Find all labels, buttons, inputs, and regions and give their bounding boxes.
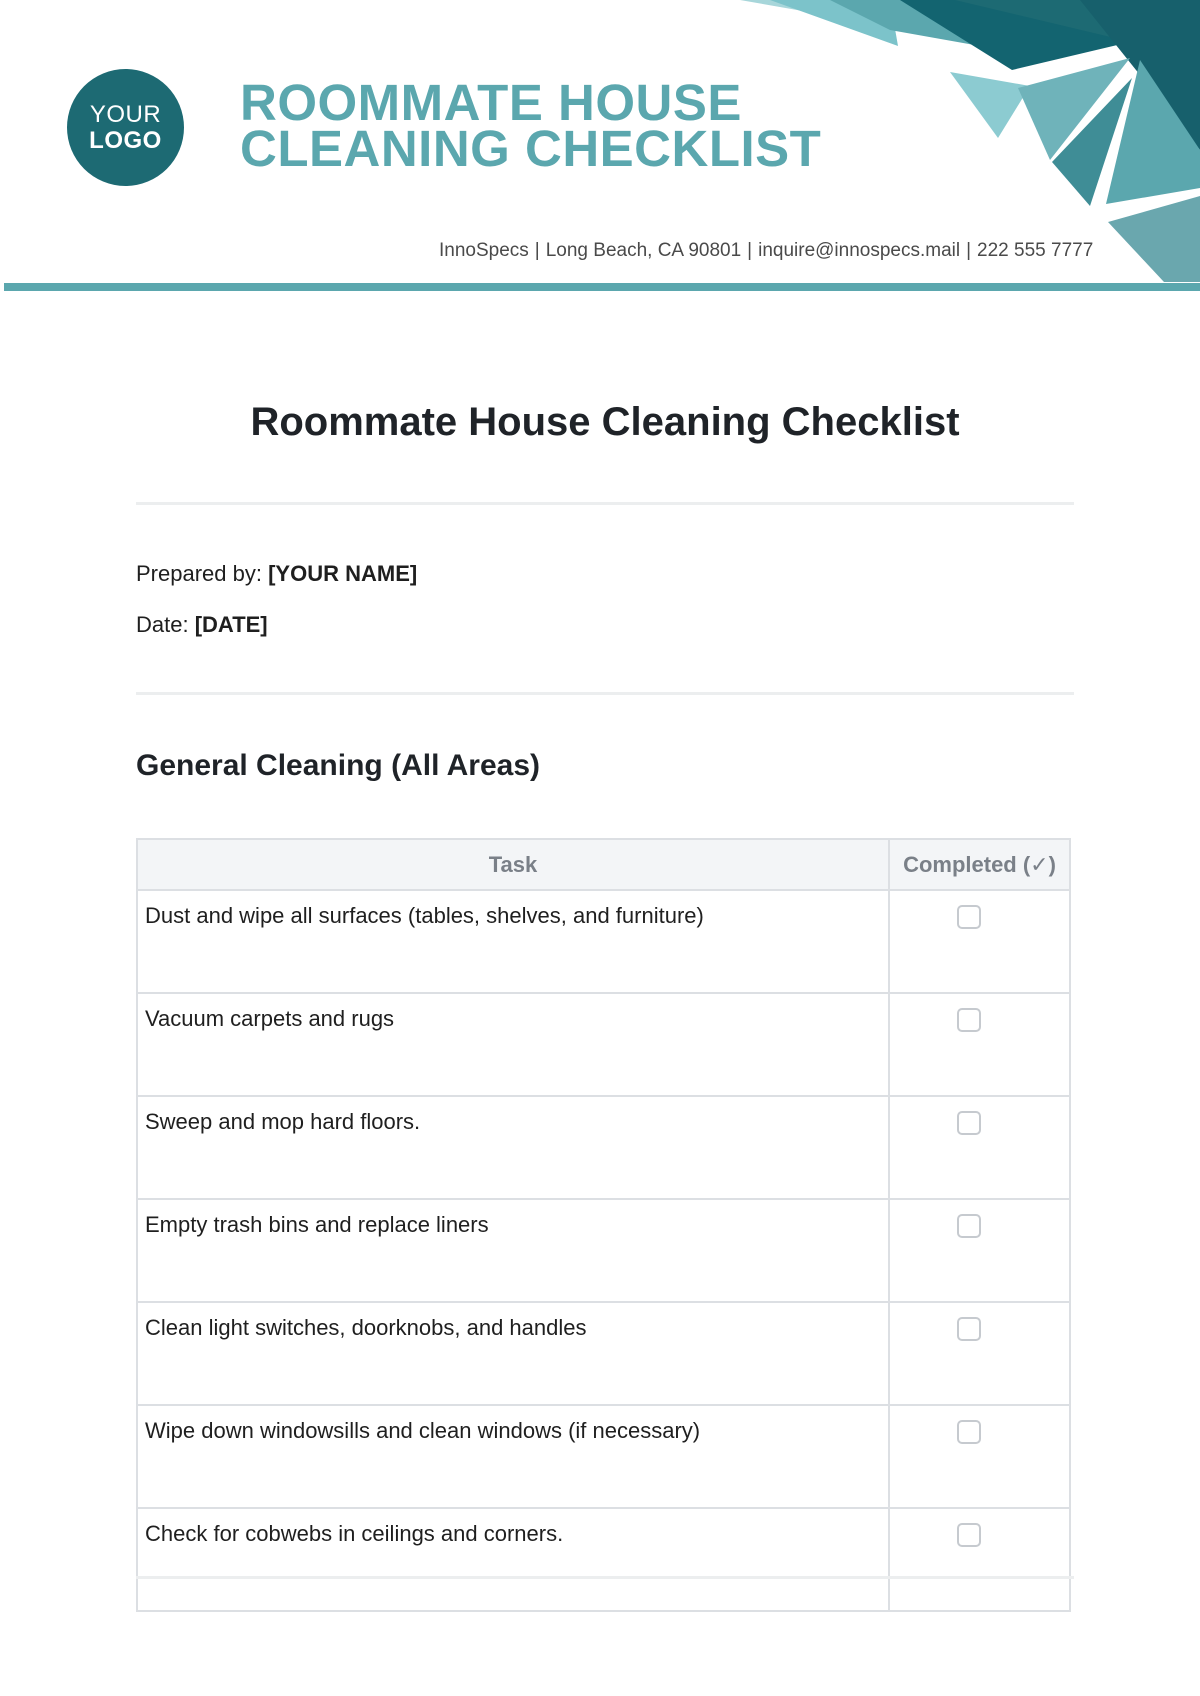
completed-checkbox[interactable] — [957, 1214, 981, 1238]
header-accent-bar — [4, 283, 1200, 291]
contact-phone: 222 555 7777 — [977, 240, 1094, 261]
table-row — [137, 1096, 1070, 1199]
completed-cell — [889, 1096, 1070, 1199]
completed-cell — [889, 890, 1070, 993]
company-logo — [67, 69, 184, 186]
task-table-body — [137, 890, 1070, 1611]
completed-cell — [889, 1405, 1070, 1508]
divider — [136, 692, 1074, 695]
table-row — [137, 1199, 1070, 1302]
completed-cell — [889, 1199, 1070, 1302]
completed-checkbox[interactable] — [957, 905, 981, 929]
page-header — [0, 0, 1200, 300]
document-title: Roommate House Cleaning Checklist — [250, 400, 960, 444]
task-cell: Empty trash bins and replace liners — [137, 1199, 889, 1302]
date-value: [DATE] — [194, 612, 268, 637]
task-cell: Check for cobwebs in ceilings and corners. — [137, 1508, 889, 1611]
completed-cell — [889, 993, 1070, 1096]
task-cell: Sweep and mop hard floors. — [137, 1096, 889, 1199]
table-row — [137, 1405, 1070, 1508]
column-header-task: Task — [137, 839, 889, 890]
prepared-by-label: Prepared by: — [136, 561, 262, 586]
logo-text-line1: YOUR — [89, 100, 162, 128]
divider — [136, 502, 1074, 505]
date — [136, 612, 268, 638]
contact-info: InnoSpecs | Long Beach, CA 90801 | inquire@innospecs.mail | 222 555 7777 — [439, 240, 1094, 261]
task-cell: Wipe down windowsills and clean windows (if necessary) — [137, 1405, 889, 1508]
task-table — [136, 838, 1071, 1612]
header-title-line1: ROOMMATE HOUSE — [240, 74, 742, 131]
table-row — [137, 993, 1070, 1096]
section-heading: General Cleaning (All Areas) — [136, 749, 541, 782]
header-title — [240, 74, 822, 177]
prepared-by-value: [YOUR NAME] — [268, 561, 418, 586]
contact-email: inquire@innospecs.mail — [758, 240, 961, 261]
table-row — [137, 1302, 1070, 1405]
task-cell: Vacuum carpets and rugs — [137, 993, 889, 1096]
completed-checkbox[interactable] — [957, 1420, 981, 1444]
logo-text-line2: LOGO — [89, 126, 162, 154]
divider — [136, 1576, 1074, 1579]
date-label: Date: — [136, 612, 189, 637]
table-row — [137, 890, 1070, 993]
header-title-line2: CLEANING CHECKLIST — [240, 120, 822, 177]
completed-cell — [889, 1302, 1070, 1405]
contact-company: InnoSpecs — [439, 240, 529, 261]
task-cell: Dust and wipe all surfaces (tables, shelves, and furniture) — [137, 890, 889, 993]
completed-checkbox[interactable] — [957, 1317, 981, 1341]
completed-cell — [889, 1508, 1070, 1611]
completed-checkbox[interactable] — [957, 1523, 981, 1547]
task-cell: Clean light switches, doorknobs, and handles — [137, 1302, 889, 1405]
contact-address: Long Beach, CA 90801 — [545, 240, 742, 261]
completed-checkbox[interactable] — [957, 1111, 981, 1135]
completed-checkbox[interactable] — [957, 1008, 981, 1032]
column-header-completed: Completed (✓) — [889, 839, 1070, 890]
table-row — [137, 1508, 1070, 1611]
prepared-by — [136, 561, 417, 587]
table-header-row — [137, 839, 1070, 890]
